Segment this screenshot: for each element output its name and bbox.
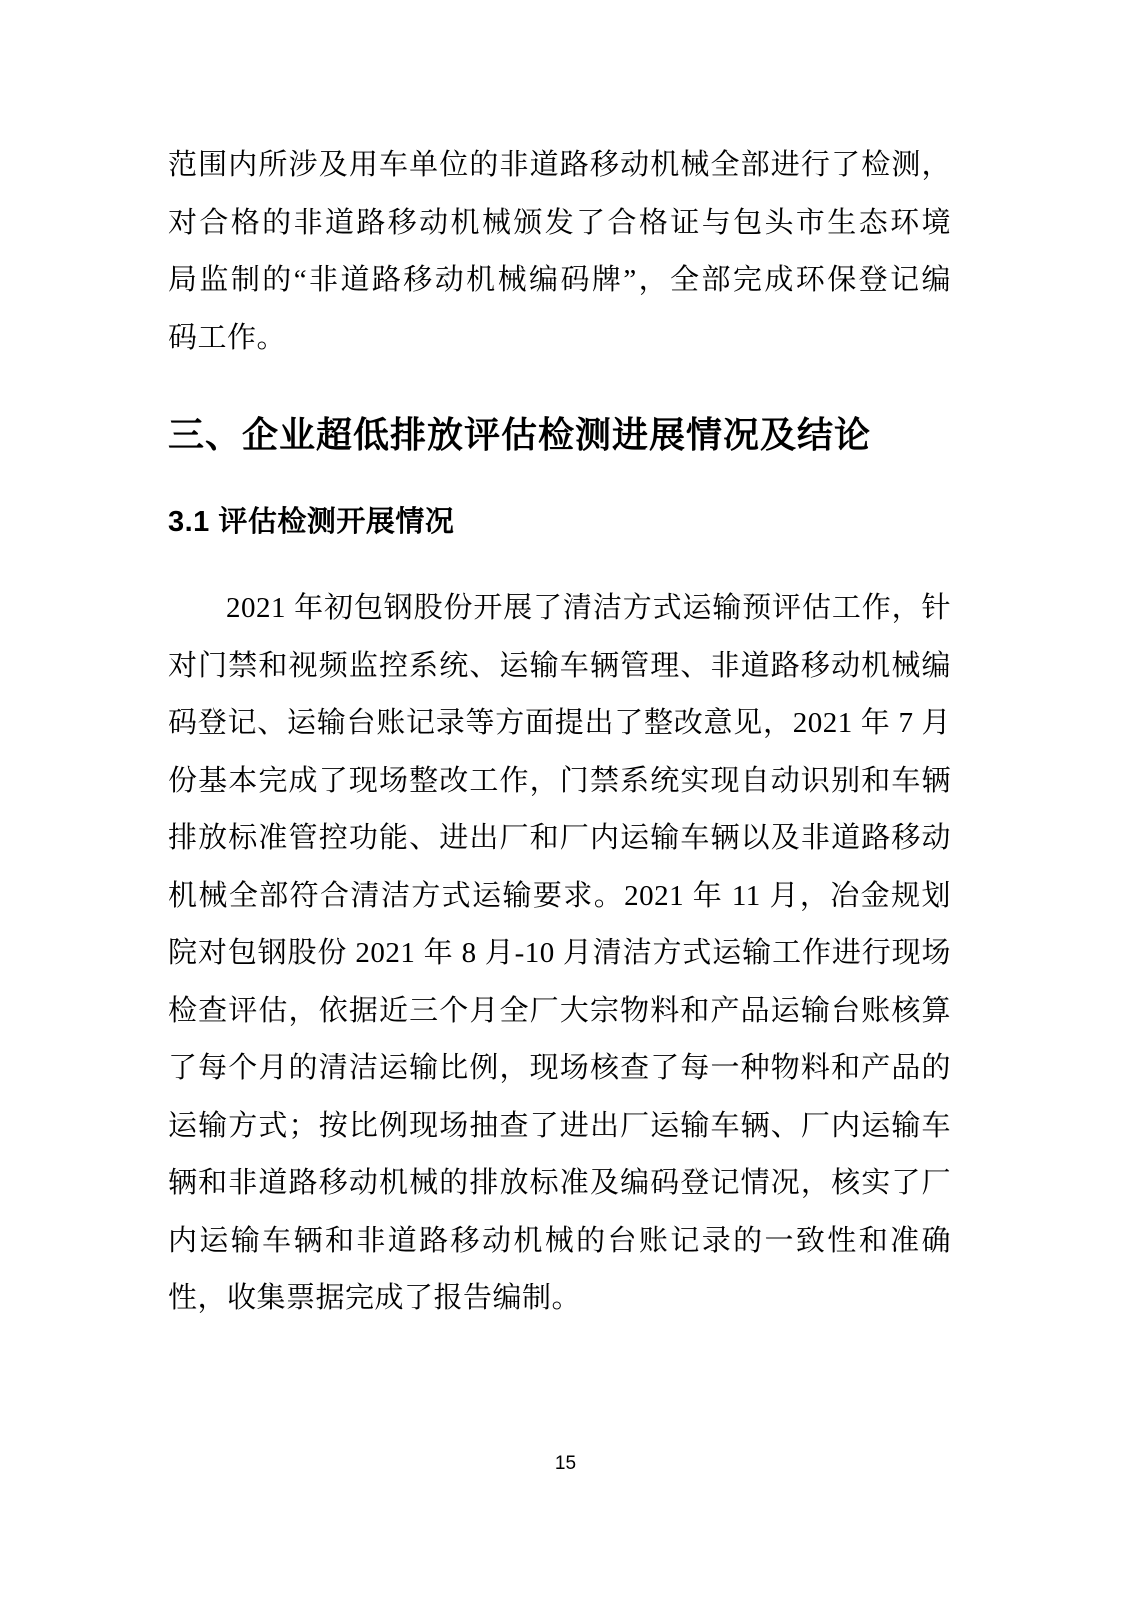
text-line: 对合格的非道路移动机械颁发了合格证与包头市生态环境 <box>168 206 951 239</box>
text-line: 份基本完成了现场整改工作，门禁系统实现自动识别和车辆 <box>168 764 951 797</box>
text-line: 排放标准管控功能、进出厂和厂内运输车辆以及非道路移动 <box>168 822 951 854</box>
subsection-heading: 3.1 评估检测开展情况 <box>168 506 455 538</box>
text-line: 局监制的“非道路移动机械编码牌”，全部完成环保登记编 <box>168 264 951 296</box>
text-line: 检查评估，依据近三个月全厂大宗物料和产品运输台账核算 <box>168 994 951 1027</box>
text-line: 范围内所涉及用车单位的非道路移动机械全部进行了检测， <box>168 149 951 181</box>
text-line: 性，收集票据完成了报告编制。 <box>168 1282 582 1314</box>
text-line: 码登记、运输台账记录等方面提出了整改意见，2021 年 7 月 <box>168 707 951 739</box>
text-line: 2021 年初包钢股份开展了清洁方式运输预评估工作，针 <box>226 592 951 624</box>
text-line: 内运输车辆和非道路移动机械的台账记录的一致性和准确 <box>168 1224 951 1257</box>
text-line: 辆和非道路移动机械的排放标准及编码登记情况，核实了厂 <box>168 1167 951 1199</box>
text-line: 院对包钢股份 2021 年 8 月-10 月清洁方式运输工作进行现场 <box>168 937 951 969</box>
text-line: 运输方式；按比例现场抽查了进出厂运输车辆、厂内运输车 <box>168 1109 951 1142</box>
paragraph-continued <box>168 137 951 367</box>
text-line: 对门禁和视频监控系统、运输车辆管理、非道路移动机械编 <box>168 649 951 682</box>
text-line: 了每个月的清洁运输比例，现场核查了每一种物料和产品的 <box>168 1052 951 1084</box>
paragraph-main <box>168 580 951 1328</box>
text-line: 码工作。 <box>168 321 287 354</box>
text-line: 机械全部符合清洁方式运输要求。2021 年 11 月，冶金规划 <box>168 879 951 912</box>
page-number: 15 <box>554 1453 577 1474</box>
section-heading: 三、企业超低排放评估检测进展情况及结论 <box>168 414 872 455</box>
